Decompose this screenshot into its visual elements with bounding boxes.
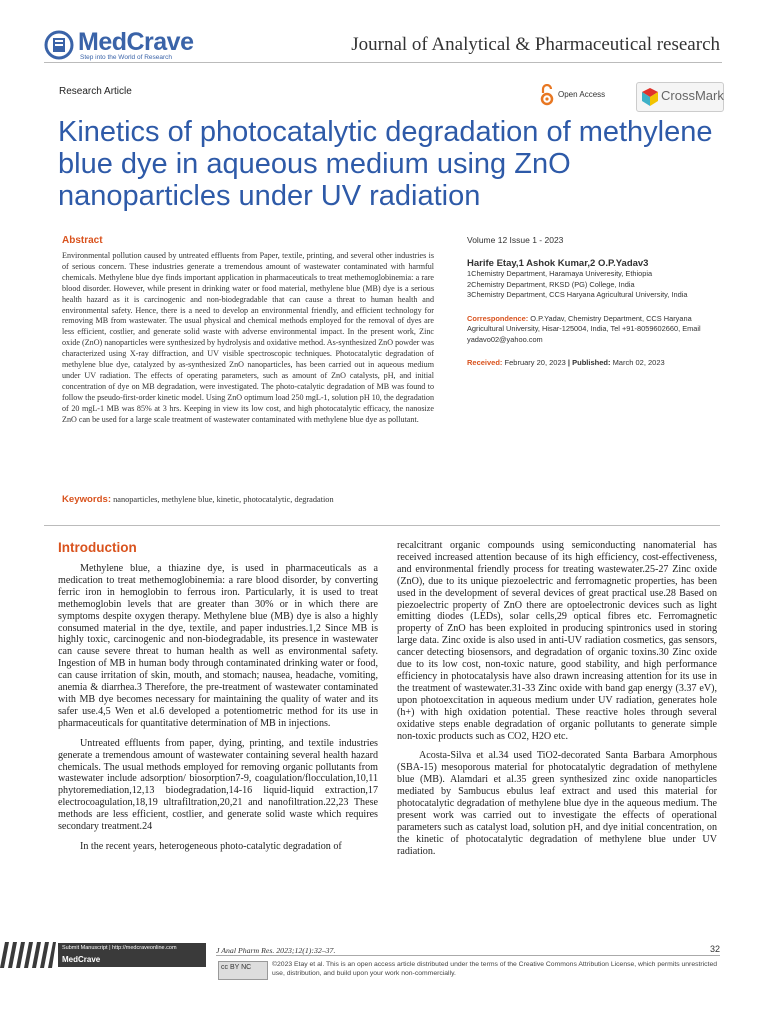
author-list: Harife Etay,1 Ashok Kumar,2 O.P.Yadav3 xyxy=(467,258,649,269)
footer-divider xyxy=(216,955,720,956)
crossmark-button[interactable] xyxy=(636,82,724,112)
medcrave-logo[interactable] xyxy=(44,28,204,62)
article-dates: Received: February 20, 2023 | Published: March 02, 2023 xyxy=(467,358,665,367)
submit-manuscript-link[interactable] xyxy=(58,943,206,967)
cc-license-badge[interactable] xyxy=(218,961,268,980)
crossmark-icon xyxy=(641,87,659,107)
abstract-heading: Abstract xyxy=(62,235,103,246)
affiliation-2: 2Chemistry Department, RKSD (PG) College, India xyxy=(467,279,635,289)
article-title: Kinetics of photocatalytic degradation of methylene blue dye in aqueous medium using ZnO nanoparticles under UV radiation xyxy=(58,116,713,212)
correspondence xyxy=(467,314,727,346)
brand-tagline: Step into the World of Research xyxy=(80,54,173,61)
crossmark-label: CrossMark xyxy=(661,88,724,103)
open-access-label: Open Access xyxy=(558,90,606,99)
submit-manuscript-text: Submit Manuscript | http://medcraveonline.com xyxy=(62,945,177,951)
header-divider xyxy=(44,62,722,63)
volume-issue: Volume 12 Issue 1 - 2023 xyxy=(467,235,564,245)
article-type: Research Article xyxy=(59,86,132,97)
keywords-text: nanoparticles, methylene blue, kinetic, photocatalytic, degradation xyxy=(113,495,334,504)
section-divider xyxy=(44,525,720,526)
abstract-text: Environmental pollution caused by untreated effluents from Paper, textile, printing, and several other industries is of serious concern. These industries generate a tremendous amount of wastewater contaminated with harmful chemicals. Methylene blue dye finds important application in pharmaceuticals to treat methemoglobinemia: a rare blood disorder. However, while present in drinking water or food material, methylene blue (MB) dye is a serious health hazard as it is carcinogenic and non-biodegradable that can cause a threat to human health and environmental safety. Hence, there is a need to develop an environmental friendly, and efficient technology for removing MB from wastewater. The usual physical and chemical methods employed for the removal of dyes are less efficient, costlier, and generate solid waste with adverse environmental impact. In the present work, Zinc oxide (ZnO) nanoparticles were synthesized by hydrolysis and oxidative method. As-synthesized ZnO powder was characterized using X-ray diffraction, and UV visible spectroscopic techniques. Photocatalytic degradation of methylene blue dye, catalyzed by as-synthesized ZnO nanoparticles, has been carried out in aqueous medium under UV radiation. The effects of operating parameters, such as amount of ZnO catalysts, pH, and initial concentration of dye on MB degradation, were investigated. The photo-catalytic degradation of MB was found to follow the pseudo-first-order kinetic model. Using ZnO optimum load 250 mgL-1, solution pH 10, the degradation of 20 mgL-1 MB was 85% at 3 hrs. Keeping in view its low cost, and high photocatalytic efficacy, the nanosize ZnO can be used for a large scale treatment of wastewater contaminated with methylene blue dye as pollutant. xyxy=(62,251,434,424)
footer-brand: MedCrave xyxy=(62,955,101,964)
affiliation-1: 1Chemistry Department, Haramaya Univeresity, Ethiopia xyxy=(467,269,653,278)
correspondence-label: Correspondence: xyxy=(467,313,529,323)
affiliation-3: 3Chemistry Department, CCS Haryana Agricultural University, India xyxy=(467,290,688,299)
body-column-right xyxy=(397,540,717,866)
published-date: March 02, 2023 xyxy=(612,358,665,367)
body-column-left xyxy=(58,563,378,861)
received-label: Received: xyxy=(467,358,503,367)
correspondence-text: O.P.Yadav, Chemistry Department, CCS Haryana Agricultural University, Hisar-125004, India, Tel +91-8059602660, Email yadavo02@yahoo.com xyxy=(467,313,701,344)
published-label: Published: xyxy=(572,358,611,367)
article-info-panel xyxy=(467,235,727,367)
paragraph: Methylene blue, a thiazine dye, is used in pharmaceuticals as a medication to treat methemoglobinemia: a rare blood disorder, by converting ferric iron in hemoglobin to ferrous iron. Particularly, it is used to treat methemoglobin levels that are greater than 30% or in which there are symptoms despite oxygen therapy. Methylene blue (MB) dye is also a highly consumed material in the dye, textile, and paper industries.1,2 Since MB is highly toxic, carcinogenic and non-biodegradable, its presence in wastewater can cause severe threat to human health as well as environmental safety. Ingestion of MB in human body through contaminated drinking water or food, can cause irritation of skin, mouth, and stomach; nausea, headache, vomiting, anemia & diarrhea.3 Therefore, the pre-treatment of wastewater contaminated with MB dye becomes necessary for maintaining the quality of water and its safer use.4,5 Wen et al.6 developed a potentiometric method for its use in pharmaceuticals for quantitative determination of MB in injections. xyxy=(58,563,378,729)
cc-license-label: cc BY NC xyxy=(221,964,252,971)
medcrave-logo-icon xyxy=(44,30,74,60)
paragraph: In the recent years, heterogeneous photo-catalytic degradation of xyxy=(80,840,342,852)
open-access-icon xyxy=(540,84,554,106)
keywords xyxy=(62,494,442,505)
citation: J Anal Pharm Res. 2023;12(1):32‒37. xyxy=(216,946,336,955)
keywords-label: Keywords: xyxy=(62,494,112,505)
paragraph: Untreated effluents from paper, dying, printing, and textile industries generate a tremendous amount of wastewater containing several health hazard chemicals. The usual methods employed for removing organic pollutants from wastewater include adsorption/ biosorption7-9, coagulation/flocculation,10,11 phytoremediation,12,13 biodegradation,14-16 liquid-liquid extraction,17 electrocoagulation,18,19 ultrafiltration,20,21 and nanofiltration.22,23 These methods are less efficient, costlier, and generate solid waste which requires secondary treatment.24 xyxy=(58,737,378,833)
paragraph: Acosta-Silva et al.34 used TiO2-decorated Santa Barbara Amorphous (SBA-15) mesoporous material for photocatalytic degradation of methylene blue (MB). Alamdari et al.35 green synthesized zinc oxide nanoparticles mediated by Sambucus ebulus leaf extract and used this material for photocatalytic degradation of methylene blue dye in the aqueous medium. The present work was carried out to investigate the effects of operational parameters such as catalyst load, solution pH, and dye initial concentration, on the kinetic of photocatalytic degradation of methylene blue under UV radiation. xyxy=(397,750,717,857)
introduction-heading: Introduction xyxy=(58,540,137,555)
received-date: February 20, 2023 xyxy=(504,358,566,367)
journal-title: Journal of Analytical & Pharmaceutical research xyxy=(351,34,720,55)
page-number: 32 xyxy=(709,944,720,954)
paragraph: recalcitrant organic compounds using semiconducting nanomaterial has received increased attention because of its high efficiency, cost-effectiveness, and environmental friendly process for treating wastewater.25-27 Zinc oxide (ZnO), due to its unique piezoelectric and ferromagnetic properties, has been used in the development of several devices of great practical use.28 Based on piezoelectric property of ZnO there are optoelectronic devices such as light emitting diodes (LEDs), solar cells,29 optical fibres etc. Ferromagnetic property of ZnO has been exploited in producing spintronics used in storing large data. Zinc oxide is also used in anti-UV radiation cosmetics, gas sensors, cancer detecting biosensors, and degradation of organic toxins.30 Zinc oxide due to its low cost, non-toxic nature, good stability, and high performance efficiency in photocatalysis have also drawn increasing attention for its use in the treatment of wastewater.31-33 Zinc oxide with band gap energy (3.37 eV), upon photoexcitation in aqueous medium under UV radiation, generates hole (h+) with high oxidation potential. These reactive holes through several oxidative steps enable degradation of organic pollutants to generate simple non-toxic products such as CO2, H2O etc. xyxy=(397,540,717,742)
license-text: ©2023 Etay et al. This is an open access article distributed under the terms of the Creative Commons Attribution License, which permits unrestricted use, distribution, and build upon your work non-commercially. xyxy=(272,961,718,977)
brand-name: MedCrave xyxy=(78,28,194,56)
footer-stripes-decoration xyxy=(0,942,56,968)
